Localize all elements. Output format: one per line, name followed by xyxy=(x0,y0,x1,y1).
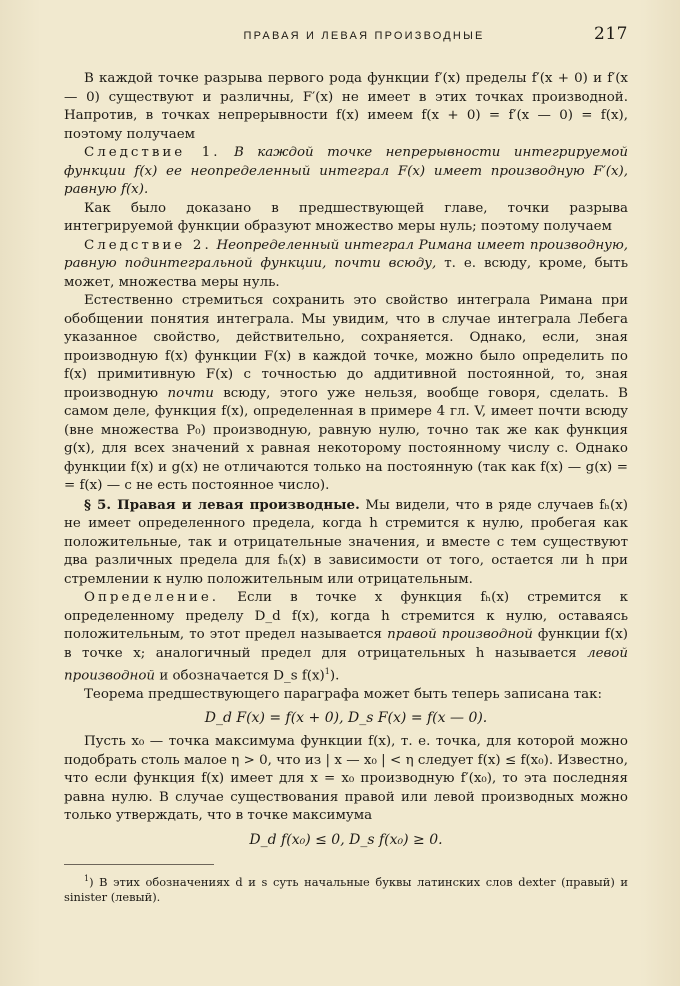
formula: D_d f(x₀) ≤ 0, D_s f(x₀) ≥ 0. xyxy=(249,831,443,848)
punctuation: . xyxy=(335,668,340,684)
definition-label: Определение. xyxy=(84,590,220,605)
text-run: и обозначается D_s f(x) xyxy=(159,668,325,684)
corollary-2 xyxy=(64,237,628,293)
emphasis: почти xyxy=(167,385,214,401)
page-number: 217 xyxy=(594,24,628,44)
corollary-label: Следствие 2. xyxy=(84,237,212,253)
paragraph: Как было доказано в предшествующей главе, точки разрыва интегрируемой функции образуют множество меры нуль; поэтому получаем xyxy=(64,200,628,234)
footnote xyxy=(64,871,628,905)
formula: D_d F(x) = f(x + 0), D_s F(x) = f(x — 0). xyxy=(204,710,488,727)
corollary-tail: т. е. всюду, кроме, быть может, множества меры нуль. xyxy=(64,256,629,290)
footnote-text: ) В этих обозначениях d и s суть начальные буквы латинских слов dexter (правый) и sinister (левый). xyxy=(64,874,628,904)
section-text: Мы видели, что в ряде случаев fₕ(x) не имеет определенного предела, когда h стремится к нулю, пробегая как положительные, так и отрицательные значения, и вместе с тем существуют два различных предела для fₕ(x) в зависимости от того, остается ли h при стремлении к нулю положительным или отрицательным. xyxy=(64,497,628,587)
text-run: Естественно стремиться сохранить это свойство интеграла Римана при обобщении понятия интеграла. Мы увидим, что в случае интеграла Лебега указанное свойство, действительно, сохраняется. Однако, если, зная производную f(x) функции F(x) в каждой точке, можно было определить по f(x) примитивную F(x) с точностью до аддитивной постоянной, то, зная производную xyxy=(64,293,628,401)
footnote-rule xyxy=(64,864,214,865)
definition: Определение. Если в точке x функция fₕ(x) стремится к определенному пределу D_d f(x), когда h стремится к нулю, оставаясь положительным, то этот предел называется правой производной функции f(x) в точке x; аналогичный предел для отрицательных h называется левой производной и обозначается D_s $f(x)^1$). xyxy=(64,590,629,684)
footnote-ref[interactable]: 1 xyxy=(324,667,330,676)
term-left-derivative: левой производной xyxy=(64,645,628,684)
corollary-label: Следствие 1. xyxy=(84,145,221,160)
paragraph: В каждой точке разрыва первого рода функции f′(x) пределы f′(x + 0) и f′(x — 0) существуют и различны, F′(x) не имеет в этих точках производной. Напротив, в точках непрерывности f(x) имеем f(x + 0) = f′(x — 0) = f(x), поэтому получаем xyxy=(64,71,628,142)
footnote-mark: 1 xyxy=(84,873,90,883)
term-right-derivative: правой производной xyxy=(387,627,533,642)
section-heading: § 5. Правая и левая производные. xyxy=(84,496,360,513)
section-5 xyxy=(64,496,628,590)
corollary-text: В каждой точке непрерывности интегрируемой функции f(x) ее неопределенный интеграл F(x) имеет производную F′(x), равную f(x). xyxy=(64,145,628,197)
paragraph: Пусть x₀ — точка максимума функции f(x), т. е. точка, для которой можно подобрать столь малое η > 0, что из | x — x₀ | < η следует f(x) ≤ f(x₀). Известно, что если функция f(x) имеет для x = x₀ производную f′(x₀), то эта последняя равна нулю. В случае существования правой или левой производных можно только утверждать, что в точке максимума xyxy=(64,734,628,824)
paragraph xyxy=(64,292,628,496)
text-run: всюду, этого уже нельзя, вообще говоря, сделать. В самом деле, функция f(x), определенная в примере 4 гл. V, имеет почти всюду (вне множества P₀) производную, равную нулю, точно так же как функция g(x), для всех значений x равная некоторому постоянному числу c. Однако функции f(x) и g(x) не отличаются только на постоянную (так как f(x) — g(x) = = f(x) — c не есть постоянное число). xyxy=(64,385,628,493)
running-title: ПРАВАЯ И ЛЕВАЯ ПРОИЗВОДНЫЕ xyxy=(243,30,485,42)
corollary-text: Неопределенный интеграл Римана имеет производную, равную подинтегральной функции, почти всюду, xyxy=(64,237,628,271)
text-run: Если в точке x функция fₕ(x) стремится к определенному пределу D_d f(x), когда h стремится к нулю, оставаясь положительным, то этот предел называется xyxy=(64,590,628,642)
page-body xyxy=(64,70,628,849)
text-run: функции f(x) в точке x; аналогичный предел для отрицательных h называется xyxy=(64,627,629,661)
paragraph: Теорема предшествующего параграфа может быть теперь записана так: xyxy=(84,686,602,702)
corollary-1 xyxy=(64,144,628,200)
running-head xyxy=(64,24,628,44)
